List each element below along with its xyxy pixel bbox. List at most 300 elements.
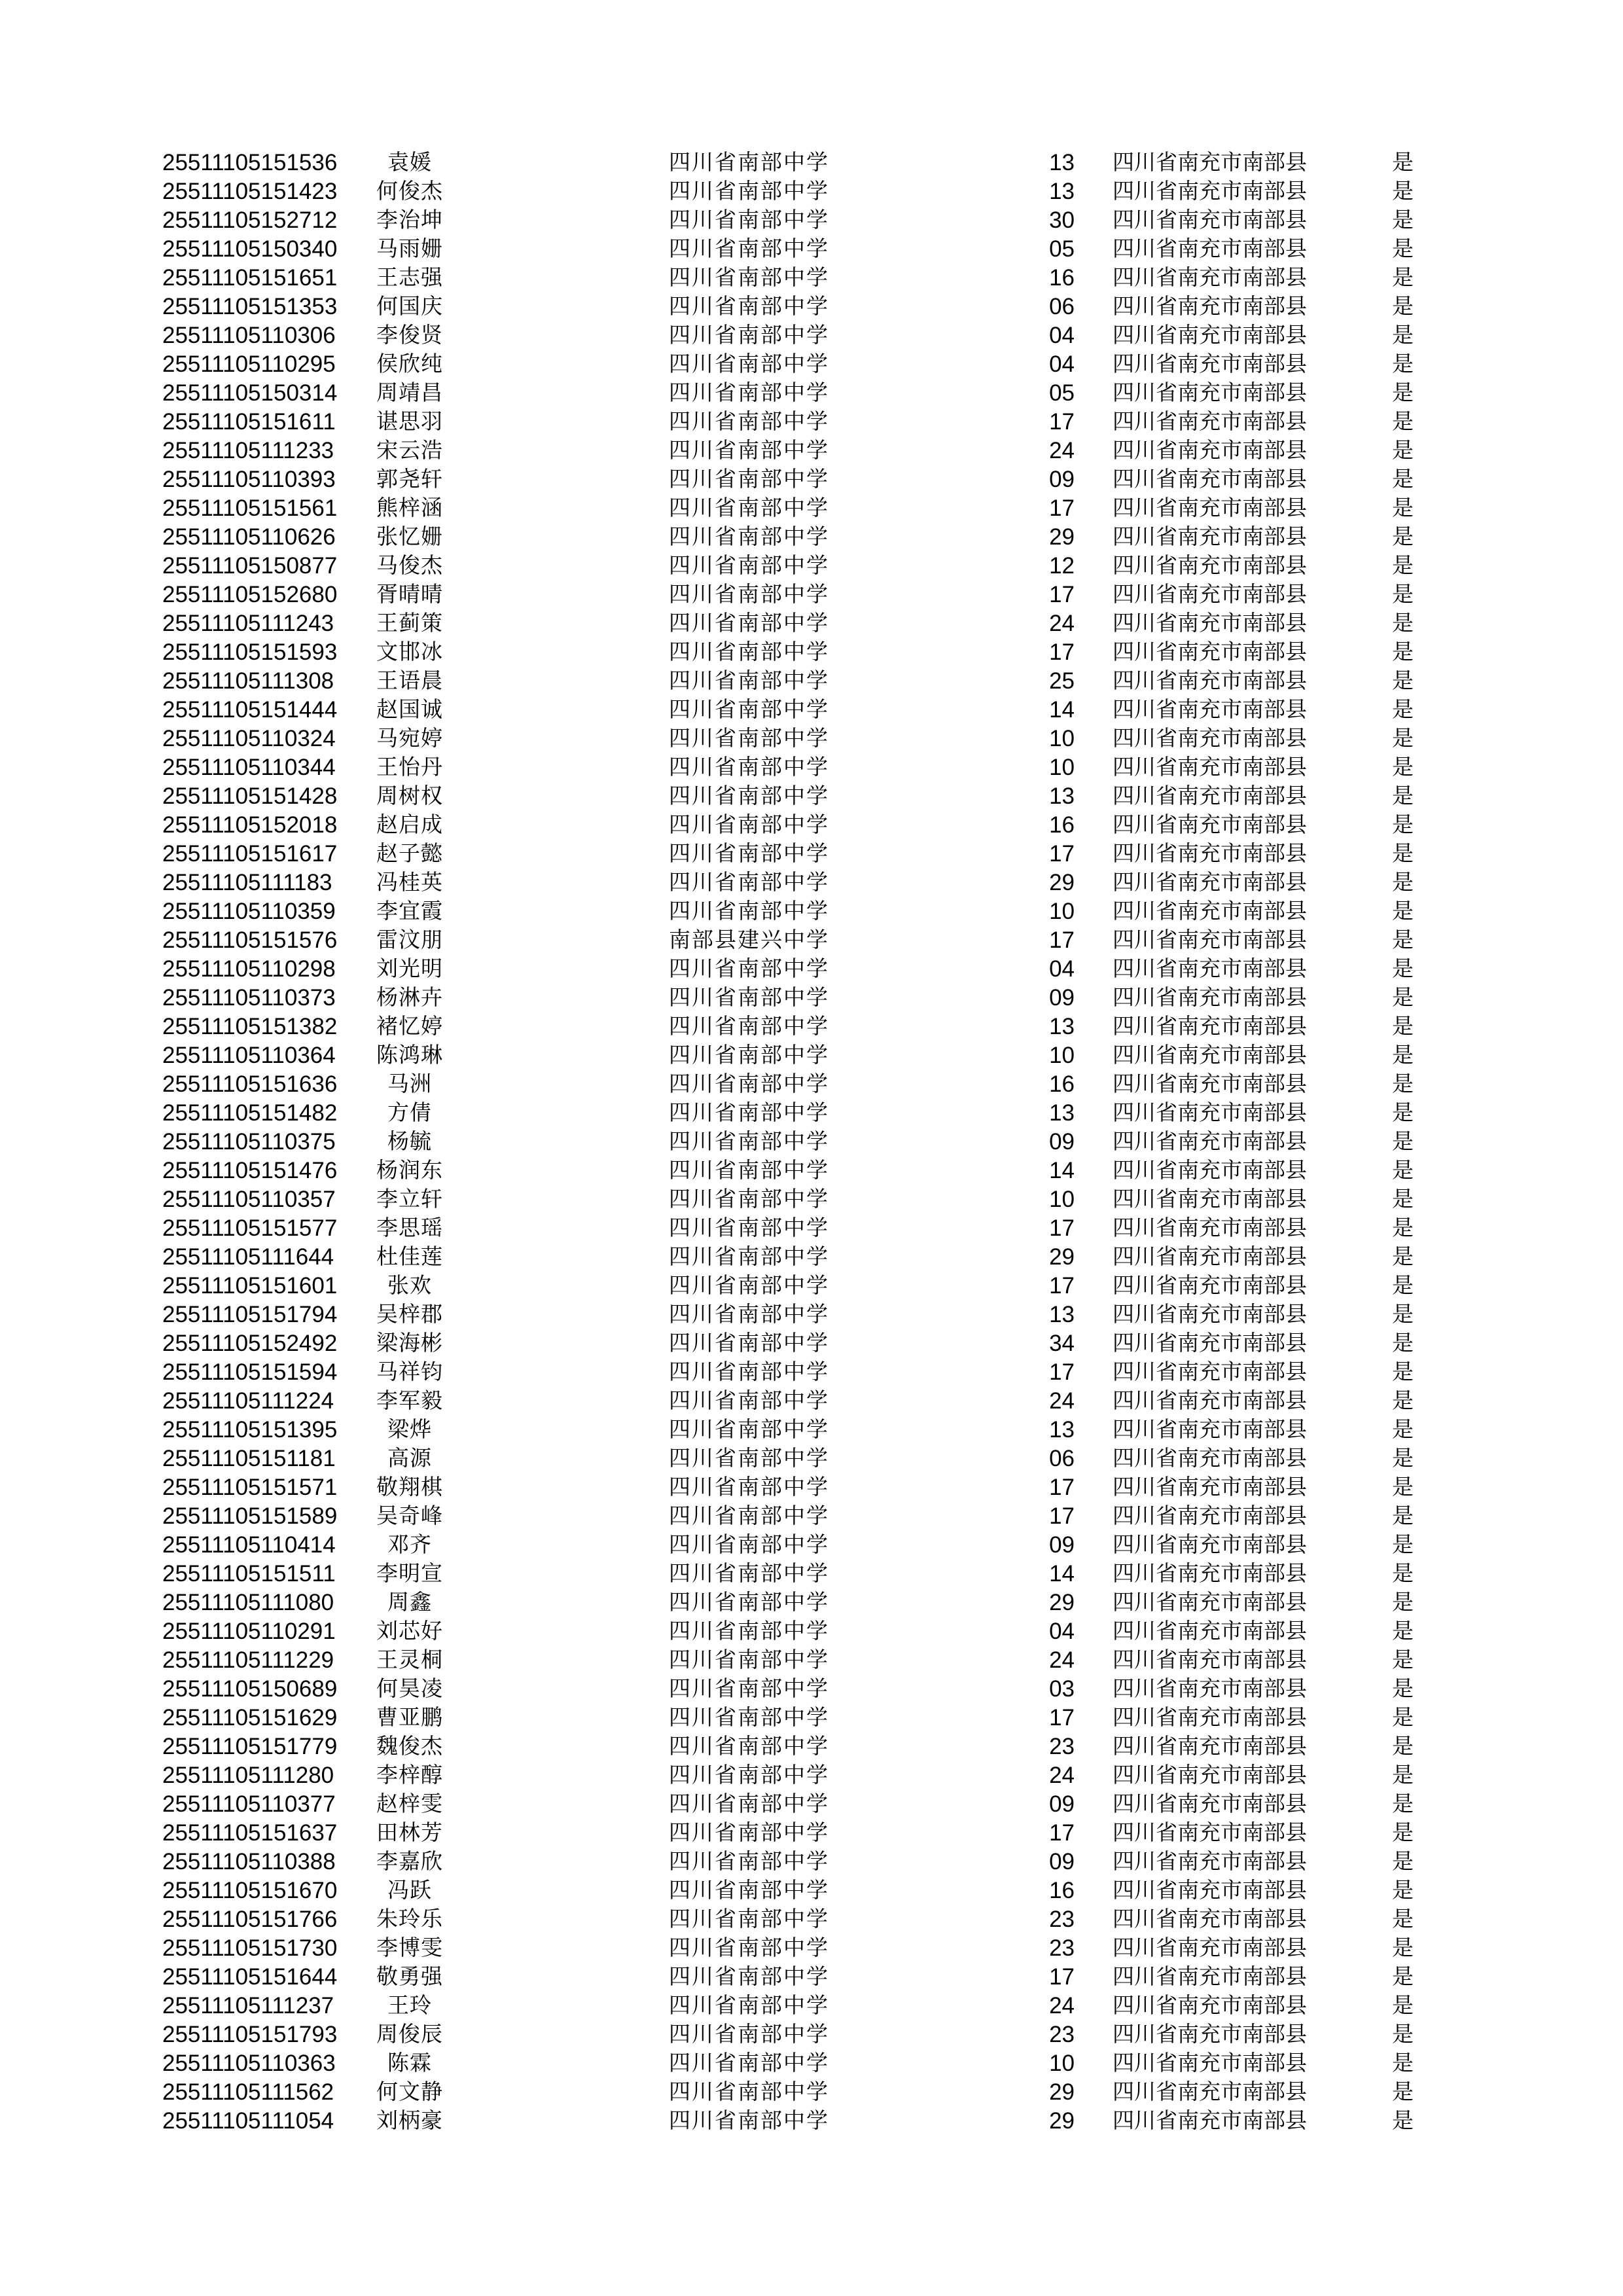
table-row bbox=[0, 321, 1623, 350]
district: 四川省南充市南部县 bbox=[1113, 1793, 1307, 1816]
student-id: 25511105151629 bbox=[162, 1705, 338, 1731]
student-id: 25511105151536 bbox=[162, 150, 338, 175]
student-id: 25511105151423 bbox=[162, 179, 338, 204]
student-name: 何国庆 bbox=[376, 295, 443, 319]
student-name: 李立轩 bbox=[376, 1188, 443, 1211]
district: 四川省南充市南部县 bbox=[1113, 209, 1307, 232]
student-name: 王灵桐 bbox=[376, 1649, 443, 1672]
school-name: 四川省南部中学 bbox=[669, 1274, 829, 1298]
student-id: 25511105152492 bbox=[162, 1331, 338, 1356]
student-name: 李治坤 bbox=[376, 209, 443, 232]
table-row bbox=[0, 437, 1623, 465]
confirm-flag: 是 bbox=[1392, 382, 1414, 405]
room-number: 16 bbox=[1049, 265, 1075, 291]
district: 四川省南充市南部县 bbox=[1113, 1015, 1307, 1039]
school-name: 四川省南部中学 bbox=[669, 698, 829, 722]
room-number: 13 bbox=[1049, 1014, 1075, 1039]
room-number: 17 bbox=[1049, 1705, 1075, 1731]
confirm-flag: 是 bbox=[1392, 1188, 1414, 1211]
student-name: 侯欣纯 bbox=[376, 353, 443, 376]
student-name: 敬勇强 bbox=[376, 1965, 443, 1989]
student-id: 25511105110364 bbox=[162, 1043, 336, 1068]
school-name: 四川省南部中学 bbox=[669, 1476, 829, 1499]
confirm-flag: 是 bbox=[1392, 583, 1414, 607]
district: 四川省南充市南部县 bbox=[1113, 1850, 1307, 1874]
confirm-flag: 是 bbox=[1392, 1591, 1414, 1615]
student-name: 李梓醇 bbox=[376, 1764, 443, 1787]
student-name: 李军毅 bbox=[376, 1390, 443, 1413]
confirm-flag: 是 bbox=[1392, 554, 1414, 578]
student-name: 陈鸿琳 bbox=[376, 1044, 443, 1067]
confirm-flag: 是 bbox=[1392, 1303, 1414, 1327]
student-id: 25511105151476 bbox=[162, 1158, 338, 1183]
district: 四川省南充市南部县 bbox=[1113, 756, 1307, 780]
room-number: 04 bbox=[1049, 1619, 1075, 1644]
student-id: 25511105151730 bbox=[162, 1935, 338, 1961]
table-row bbox=[0, 2049, 1623, 2078]
confirm-flag: 是 bbox=[1392, 1361, 1414, 1384]
student-name: 杜佳莲 bbox=[376, 1246, 443, 1269]
room-number: 13 bbox=[1049, 783, 1075, 809]
room-number: 09 bbox=[1049, 1129, 1075, 1155]
table-row bbox=[0, 1963, 1623, 1992]
student-name: 魏俊杰 bbox=[376, 1735, 443, 1759]
student-name: 敬翔棋 bbox=[376, 1476, 443, 1499]
student-name: 高源 bbox=[387, 1447, 432, 1471]
student-id: 25511105110363 bbox=[162, 2051, 336, 2076]
student-name: 李宜霞 bbox=[376, 900, 443, 924]
confirm-flag: 是 bbox=[1392, 1764, 1414, 1787]
school-name: 四川省南部中学 bbox=[669, 1390, 829, 1413]
student-id: 25511105110295 bbox=[162, 351, 336, 377]
student-id: 25511105152712 bbox=[162, 207, 338, 233]
school-name: 四川省南部中学 bbox=[669, 1562, 829, 1586]
student-id: 25511105151793 bbox=[162, 2022, 338, 2047]
table-row bbox=[0, 1761, 1623, 1790]
room-number: 16 bbox=[1049, 1071, 1075, 1097]
school-name: 四川省南部中学 bbox=[669, 266, 829, 290]
district: 四川省南充市南部县 bbox=[1113, 1937, 1307, 1960]
school-name: 四川省南部中学 bbox=[669, 2081, 829, 2104]
student-id: 25511105110377 bbox=[162, 1791, 336, 1817]
school-name: 四川省南部中学 bbox=[669, 1246, 829, 1269]
student-name: 刘光明 bbox=[376, 958, 443, 981]
room-number: 09 bbox=[1049, 1532, 1075, 1558]
table-row bbox=[0, 1272, 1623, 1300]
room-number: 12 bbox=[1049, 553, 1075, 579]
room-number: 24 bbox=[1049, 438, 1075, 463]
room-number: 03 bbox=[1049, 1676, 1075, 1702]
room-number: 09 bbox=[1049, 1849, 1075, 1874]
confirm-flag: 是 bbox=[1392, 1274, 1414, 1298]
school-name: 四川省南部中学 bbox=[669, 1217, 829, 1240]
confirm-flag: 是 bbox=[1392, 900, 1414, 924]
student-name: 王语晨 bbox=[376, 670, 443, 693]
student-id: 25511105151594 bbox=[162, 1359, 338, 1385]
student-id: 25511105151511 bbox=[162, 1561, 336, 1587]
district: 四川省南充市南部县 bbox=[1113, 410, 1307, 434]
district: 四川省南充市南部县 bbox=[1113, 958, 1307, 981]
district: 四川省南充市南部县 bbox=[1113, 1246, 1307, 1269]
school-name: 四川省南部中学 bbox=[669, 1073, 829, 1096]
district: 四川省南充市南部县 bbox=[1113, 1159, 1307, 1183]
student-name: 朱玲乐 bbox=[376, 1908, 443, 1931]
student-name: 刘柄豪 bbox=[376, 2109, 443, 2133]
table-row bbox=[0, 1732, 1623, 1761]
room-number: 14 bbox=[1049, 1158, 1075, 1183]
confirm-flag: 是 bbox=[1392, 958, 1414, 981]
room-number: 13 bbox=[1049, 179, 1075, 204]
district: 四川省南充市南部县 bbox=[1113, 1130, 1307, 1154]
student-id: 25511105150340 bbox=[162, 236, 338, 262]
room-number: 13 bbox=[1049, 150, 1075, 175]
confirm-flag: 是 bbox=[1392, 468, 1414, 492]
student-name: 何文静 bbox=[376, 2081, 443, 2104]
district: 四川省南充市南部县 bbox=[1113, 324, 1307, 348]
table-row bbox=[0, 293, 1623, 321]
room-number: 24 bbox=[1049, 1993, 1075, 2018]
student-name: 赵梓雯 bbox=[376, 1793, 443, 1816]
school-name: 四川省南部中学 bbox=[669, 295, 829, 319]
table-row bbox=[0, 1876, 1623, 1905]
district: 四川省南充市南部县 bbox=[1113, 1620, 1307, 1643]
table-row bbox=[0, 696, 1623, 725]
district: 四川省南充市南部县 bbox=[1113, 1217, 1307, 1240]
school-name: 四川省南部中学 bbox=[669, 526, 829, 549]
table-row bbox=[0, 1905, 1623, 1934]
district: 四川省南充市南部县 bbox=[1113, 1476, 1307, 1499]
table-row bbox=[0, 1560, 1623, 1588]
district: 四川省南充市南部县 bbox=[1113, 266, 1307, 290]
school-name: 四川省南部中学 bbox=[669, 468, 829, 492]
student-name: 邓齐 bbox=[387, 1534, 432, 1557]
room-number: 13 bbox=[1049, 1417, 1075, 1443]
confirm-flag: 是 bbox=[1392, 785, 1414, 808]
student-id: 25511105151576 bbox=[162, 927, 338, 953]
confirm-flag: 是 bbox=[1392, 1879, 1414, 1903]
table-row bbox=[0, 2020, 1623, 2049]
student-id: 25511105151444 bbox=[162, 697, 338, 723]
confirm-flag: 是 bbox=[1392, 1102, 1414, 1125]
table-row bbox=[0, 523, 1623, 552]
confirm-flag: 是 bbox=[1392, 1073, 1414, 1096]
confirm-flag: 是 bbox=[1392, 1850, 1414, 1874]
confirm-flag: 是 bbox=[1392, 238, 1414, 261]
confirm-flag: 是 bbox=[1392, 1505, 1414, 1528]
student-name: 李思瑶 bbox=[376, 1217, 443, 1240]
school-name: 四川省南部中学 bbox=[669, 1159, 829, 1183]
room-number: 17 bbox=[1049, 409, 1075, 435]
table-row bbox=[0, 1617, 1623, 1646]
school-name: 四川省南部中学 bbox=[669, 756, 829, 780]
district: 四川省南充市南部县 bbox=[1113, 1188, 1307, 1211]
student-name: 方倩 bbox=[387, 1102, 432, 1125]
room-number: 29 bbox=[1049, 2108, 1075, 2134]
table-row bbox=[0, 1329, 1623, 1358]
school-name: 四川省南部中学 bbox=[669, 1821, 829, 1845]
student-name: 李俊贤 bbox=[376, 324, 443, 348]
confirm-flag: 是 bbox=[1392, 1706, 1414, 1730]
confirm-flag: 是 bbox=[1392, 1390, 1414, 1413]
confirm-flag: 是 bbox=[1392, 1821, 1414, 1845]
table-row bbox=[0, 1675, 1623, 1704]
district: 四川省南充市南部县 bbox=[1113, 1505, 1307, 1528]
confirm-flag: 是 bbox=[1392, 266, 1414, 290]
district: 四川省南充市南部县 bbox=[1113, 871, 1307, 895]
student-id: 25511105151428 bbox=[162, 783, 338, 809]
room-number: 10 bbox=[1049, 1043, 1075, 1068]
student-name: 何俊杰 bbox=[376, 180, 443, 204]
table-row bbox=[0, 840, 1623, 869]
district: 四川省南充市南部县 bbox=[1113, 1764, 1307, 1787]
room-number: 09 bbox=[1049, 985, 1075, 1011]
student-id: 25511105151651 bbox=[162, 265, 338, 291]
table-row bbox=[0, 1992, 1623, 2020]
school-name: 四川省南部中学 bbox=[669, 1188, 829, 1211]
room-number: 23 bbox=[1049, 1734, 1075, 1759]
student-id: 25511105111308 bbox=[162, 668, 334, 694]
room-number: 10 bbox=[1049, 2051, 1075, 2076]
student-name: 李嘉欣 bbox=[376, 1850, 443, 1874]
confirm-flag: 是 bbox=[1392, 2023, 1414, 2047]
confirm-flag: 是 bbox=[1392, 209, 1414, 232]
table-row bbox=[0, 1387, 1623, 1416]
confirm-flag: 是 bbox=[1392, 1217, 1414, 1240]
room-number: 17 bbox=[1049, 582, 1075, 607]
room-number: 04 bbox=[1049, 351, 1075, 377]
student-id: 25511105110291 bbox=[162, 1619, 336, 1644]
district: 四川省南充市南部县 bbox=[1113, 1649, 1307, 1672]
school-name: 四川省南部中学 bbox=[669, 1534, 829, 1557]
confirm-flag: 是 bbox=[1392, 1994, 1414, 2018]
student-id: 25511105110306 bbox=[162, 323, 336, 348]
school-name: 四川省南部中学 bbox=[669, 1447, 829, 1471]
school-name: 四川省南部中学 bbox=[669, 1908, 829, 1931]
school-name: 四川省南部中学 bbox=[669, 1130, 829, 1154]
room-number: 10 bbox=[1049, 755, 1075, 780]
school-name: 四川省南部中学 bbox=[669, 785, 829, 808]
confirm-flag: 是 bbox=[1392, 2081, 1414, 2104]
confirm-flag: 是 bbox=[1392, 410, 1414, 434]
district: 四川省南充市南部县 bbox=[1113, 439, 1307, 463]
confirm-flag: 是 bbox=[1392, 871, 1414, 895]
confirm-flag: 是 bbox=[1392, 612, 1414, 636]
student-id: 25511105111644 bbox=[162, 1244, 334, 1270]
student-id: 25511105151670 bbox=[162, 1878, 338, 1903]
student-id: 25511105151589 bbox=[162, 1503, 338, 1529]
table-row bbox=[0, 552, 1623, 581]
district: 四川省南充市南部县 bbox=[1113, 1073, 1307, 1096]
confirm-flag: 是 bbox=[1392, 295, 1414, 319]
room-number: 29 bbox=[1049, 870, 1075, 895]
school-name: 南部县建兴中学 bbox=[669, 929, 829, 952]
school-name: 四川省南部中学 bbox=[669, 439, 829, 463]
school-name: 四川省南部中学 bbox=[669, 958, 829, 981]
school-name: 四川省南部中学 bbox=[669, 353, 829, 376]
confirm-flag: 是 bbox=[1392, 1447, 1414, 1471]
room-number: 17 bbox=[1049, 1820, 1075, 1846]
district: 四川省南充市南部县 bbox=[1113, 1562, 1307, 1586]
table-row bbox=[0, 1473, 1623, 1502]
district: 四川省南充市南部县 bbox=[1113, 1390, 1307, 1413]
student-name: 赵国诚 bbox=[376, 698, 443, 722]
room-number: 04 bbox=[1049, 956, 1075, 982]
district: 四川省南充市南部县 bbox=[1113, 1332, 1307, 1355]
student-id: 25511105151794 bbox=[162, 1302, 338, 1327]
student-id: 25511105110357 bbox=[162, 1187, 336, 1212]
table-row bbox=[0, 1531, 1623, 1560]
table-row bbox=[0, 2078, 1623, 2107]
room-number: 06 bbox=[1049, 1446, 1075, 1471]
table-row bbox=[0, 1070, 1623, 1099]
student-name: 曹亚鹏 bbox=[376, 1706, 443, 1730]
confirm-flag: 是 bbox=[1392, 1246, 1414, 1269]
room-number: 29 bbox=[1049, 524, 1075, 550]
student-name: 马祥钧 bbox=[376, 1361, 443, 1384]
student-name: 袁媛 bbox=[387, 151, 432, 175]
student-name: 王志强 bbox=[376, 266, 443, 290]
student-id: 25511105150314 bbox=[162, 380, 338, 406]
table-row bbox=[0, 1358, 1623, 1387]
student-name: 周树权 bbox=[376, 785, 443, 808]
school-name: 四川省南部中学 bbox=[669, 1649, 829, 1672]
student-id: 25511105111229 bbox=[162, 1647, 334, 1673]
student-id: 25511105151577 bbox=[162, 1215, 338, 1241]
student-name: 杨淋卉 bbox=[376, 986, 443, 1010]
table-row bbox=[0, 1819, 1623, 1848]
student-name: 周鑫 bbox=[387, 1591, 432, 1615]
student-id: 25511105151644 bbox=[162, 1964, 338, 1990]
student-id: 25511105110298 bbox=[162, 956, 336, 982]
room-number: 13 bbox=[1049, 1302, 1075, 1327]
confirm-flag: 是 bbox=[1392, 1620, 1414, 1643]
table-row bbox=[0, 1128, 1623, 1157]
school-name: 四川省南部中学 bbox=[669, 612, 829, 636]
confirm-flag: 是 bbox=[1392, 756, 1414, 780]
school-name: 四川省南部中学 bbox=[669, 1015, 829, 1039]
school-name: 四川省南部中学 bbox=[669, 1735, 829, 1759]
table-row bbox=[0, 667, 1623, 696]
student-name: 王玲 bbox=[387, 1994, 432, 2018]
table-row bbox=[0, 581, 1623, 609]
student-name: 梁海彬 bbox=[376, 1332, 443, 1355]
student-id: 25511105151779 bbox=[162, 1734, 338, 1759]
student-name: 何昊凌 bbox=[376, 1677, 443, 1701]
confirm-flag: 是 bbox=[1392, 641, 1414, 664]
confirm-flag: 是 bbox=[1392, 986, 1414, 1010]
room-number: 17 bbox=[1049, 1475, 1075, 1500]
confirm-flag: 是 bbox=[1392, 353, 1414, 376]
table-row bbox=[0, 1185, 1623, 1214]
confirm-flag: 是 bbox=[1392, 1418, 1414, 1442]
room-number: 34 bbox=[1049, 1331, 1075, 1356]
room-number: 17 bbox=[1049, 639, 1075, 665]
table-row bbox=[0, 494, 1623, 523]
table-row bbox=[0, 1243, 1623, 1272]
district: 四川省南充市南部县 bbox=[1113, 1447, 1307, 1471]
confirm-flag: 是 bbox=[1392, 1015, 1414, 1039]
confirm-flag: 是 bbox=[1392, 1562, 1414, 1586]
student-id: 25511105110393 bbox=[162, 467, 336, 492]
table-row bbox=[0, 869, 1623, 897]
student-name: 杨毓 bbox=[387, 1130, 432, 1154]
table-row bbox=[0, 177, 1623, 206]
table-row bbox=[0, 1848, 1623, 1876]
table-row bbox=[0, 1502, 1623, 1531]
table-row bbox=[0, 811, 1623, 840]
table-row bbox=[0, 1041, 1623, 1070]
district: 四川省南充市南部县 bbox=[1113, 382, 1307, 405]
student-id: 25511105151395 bbox=[162, 1417, 338, 1443]
table-row bbox=[0, 897, 1623, 926]
student-id: 25511105111080 bbox=[162, 1590, 334, 1615]
confirm-flag: 是 bbox=[1392, 1677, 1414, 1701]
district: 四川省南充市南部县 bbox=[1113, 1821, 1307, 1845]
student-id: 25511105110414 bbox=[162, 1532, 336, 1558]
school-name: 四川省南部中学 bbox=[669, 1937, 829, 1960]
room-number: 16 bbox=[1049, 812, 1075, 838]
district: 四川省南充市南部县 bbox=[1113, 2023, 1307, 2047]
student-name: 雷汶朋 bbox=[376, 929, 443, 952]
table-row bbox=[0, 782, 1623, 811]
room-number: 09 bbox=[1049, 1791, 1075, 1817]
student-id: 25511105110324 bbox=[162, 726, 336, 751]
district: 四川省南充市南部县 bbox=[1113, 1274, 1307, 1298]
student-name: 冯桂英 bbox=[376, 871, 443, 895]
student-id: 25511105152018 bbox=[162, 812, 338, 838]
table-row bbox=[0, 725, 1623, 753]
room-number: 13 bbox=[1049, 1100, 1075, 1126]
district: 四川省南充市南部县 bbox=[1113, 295, 1307, 319]
table-row bbox=[0, 1300, 1623, 1329]
table-row bbox=[0, 1416, 1623, 1444]
student-name: 郭尧轩 bbox=[376, 468, 443, 492]
student-id: 25511105151611 bbox=[162, 409, 336, 435]
district: 四川省南充市南部县 bbox=[1113, 468, 1307, 492]
confirm-flag: 是 bbox=[1392, 324, 1414, 348]
student-id: 25511105151636 bbox=[162, 1071, 338, 1097]
district: 四川省南充市南部县 bbox=[1113, 842, 1307, 866]
room-number: 25 bbox=[1049, 668, 1075, 694]
table-row bbox=[0, 1157, 1623, 1185]
school-name: 四川省南部中学 bbox=[669, 1044, 829, 1067]
confirm-flag: 是 bbox=[1392, 1130, 1414, 1154]
student-id: 25511105151593 bbox=[162, 639, 338, 665]
table-row bbox=[0, 379, 1623, 408]
student-name: 王蓟策 bbox=[376, 612, 443, 636]
room-number: 30 bbox=[1049, 207, 1075, 233]
table-row bbox=[0, 1934, 1623, 1963]
confirm-flag: 是 bbox=[1392, 151, 1414, 175]
student-name: 赵子懿 bbox=[376, 842, 443, 866]
school-name: 四川省南部中学 bbox=[669, 900, 829, 924]
school-name: 四川省南部中学 bbox=[669, 871, 829, 895]
school-name: 四川省南部中学 bbox=[669, 382, 829, 405]
district: 四川省南充市南部县 bbox=[1113, 698, 1307, 722]
student-id: 25511105111054 bbox=[162, 2108, 334, 2134]
district: 四川省南充市南部县 bbox=[1113, 1044, 1307, 1067]
table-row bbox=[0, 264, 1623, 293]
table-row bbox=[0, 926, 1623, 955]
confirm-flag: 是 bbox=[1392, 842, 1414, 866]
student-name: 陈霖 bbox=[387, 2052, 432, 2075]
school-name: 四川省南部中学 bbox=[669, 151, 829, 175]
room-number: 24 bbox=[1049, 1388, 1075, 1414]
school-name: 四川省南部中学 bbox=[669, 1418, 829, 1442]
table-row bbox=[0, 206, 1623, 235]
district: 四川省南充市南部县 bbox=[1113, 497, 1307, 520]
student-name: 田林芳 bbox=[376, 1821, 443, 1845]
